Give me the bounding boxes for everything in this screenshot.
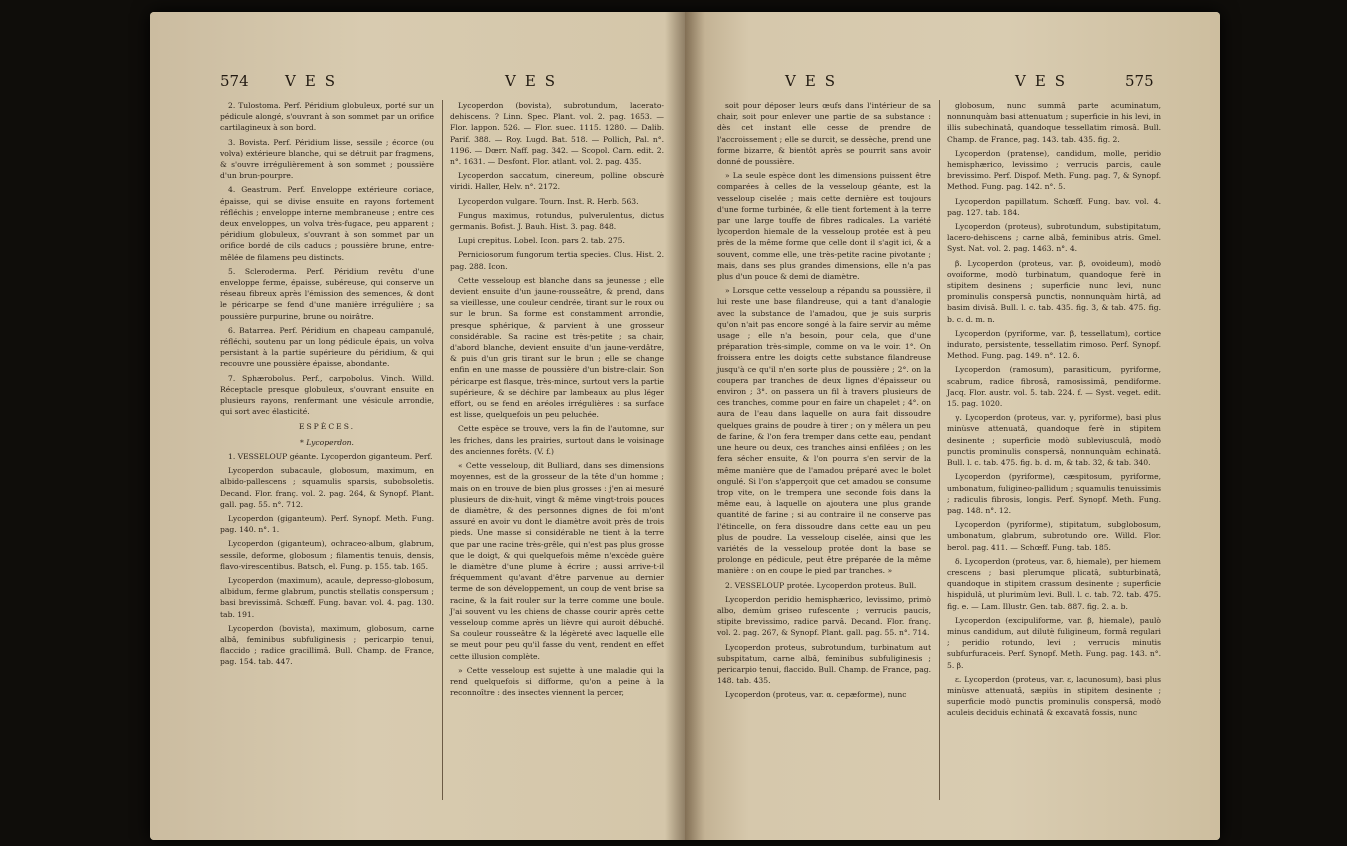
text-paragraph: Lycoperdon subacaule, globosum, maximum, en albido-pallescens ; squamulis sparsis, subobsoletis. Decand. Flor. franç. vol. 2. pag. 264, & Synopf. Plant. gall. pag. 55. n°. 712.	[220, 466, 434, 509]
subsection-title: * Lycoperdon.	[300, 437, 354, 447]
column-divider	[939, 100, 940, 800]
text-paragraph: Lycoperdon (bovista), subrotundum, lacerato-dehiscens. ? Linn. Spec. Plant. vol. 2. pag. 1653. — Flor. lappon. 526. — Flor. suec. 1115. 1280. — Dalib. Parif. 388. — Roy. Lugd. Bat. 518. — Pollich, Pal. n°. 1196. — Dœrr. Naff. pag. 342. — Scopol. Carn. edit. 2. n°. 1631. — Desfont. Flor. atlant. vol. 2. pag. 435.	[450, 101, 664, 167]
text-paragraph: Cette vesseloup est blanche dans sa jeunesse ; elle devient ensuite d'un jaune-rousseâtre, & prend, dans sa vieillesse, une couleur cendrée, tirant sur le roux ou sur le brun. Sa forme est constamment arrondie, presque sphérique, & parvient à une grosseur considérable. Sa racine est très-petite ; sa chair, d'abord blanche, devient ensuite d'un jaune-verdâtre, & puis d'un gris tirant sur le brun ; elle se change enfin en une masse de poussière d'un bistre-clair. Son péricarpe est flasque, très-mince, surtout vers la partie supérieure, & se déchire par lambeaux au plus léger effort, ou se fend en aréoles irrégulières : sa surface est lisse, quelquefois un peu peluchée.	[450, 275, 664, 420]
text-paragraph: soit pour déposer leurs œufs dans l'intérieur de sa chair, soit pour enlever une partie de sa substance : dès cet instant elle cesse de prendre de l'accroissement ; elle se durcit, se dessèche, prend une forme bizarre, & bientôt après se pourrit sans avoir donné de poussière.	[717, 101, 931, 167]
text-paragraph: Lycoperdon (ramosum), parasiticum, pyriforme, scabrum, radice fibrosâ, ramosissimâ, pendiforme. Jacq. Flor. austr. vol. 5. tab. 224. f. — Syst. veget. edit. 15. pag. 1020.	[947, 365, 1161, 409]
text-paragraph: 2. Tulostoma. Perf. Péridium globuleux, porté sur un pédicule alongé, s'ouvrant à son sommet par un orifice cartilagineux à son bord.	[220, 101, 434, 133]
text-paragraph: 5. Scleroderma. Perf. Péridium revêtu d'une enveloppe ferme, épaisse, subéreuse, qui conserve un réseau fibreux après l'émission des semences, & dont le péricarpe se fend d'une manière irrégulière ; sa poussière purpurine, brune ou noirâtre.	[220, 266, 434, 321]
right-page	[685, 12, 1220, 840]
text-paragraph: Lycoperdon (pyriforme), stipitatum, subglobosum, umbonatum, glabrum, subrotundo ore. Willd. Flor. berol. pag. 411. — Schœff. Fung. tab. 185.	[947, 520, 1161, 552]
text-paragraph: 1. VESSELOUP géante. Lycoperdon giganteum. Perf.	[228, 451, 433, 461]
right-page-number: 575	[1125, 72, 1154, 90]
text-paragraph: Cette espèce se trouve, vers la fin de l'automne, sur les friches, dans les prairies, surtout dans le voisinage des anciennes forêts. (V. f.)	[450, 424, 664, 456]
text-paragraph: Fungus maximus, rotundus, pulverulentus, dictus germanis. Bofist. J. Bauh. Hist. 3. pag. 848.	[450, 210, 664, 232]
text-paragraph: Lycoperdon (pyriforme, var. β, tessellatum), cortice indurato, persistente, tessellatim rimoso. Perf. Synopf. Method. Fung. pag. 149. n°. 12. δ.	[947, 328, 1161, 361]
text-paragraph: 6. Batarrea. Perf. Péridium en chapeau campanulé, réfléchi, soutenu par un long pédicule épais, un volva persistant à la partie supérieure du péridium, & qui recouvre une poussière épaisse, abondante.	[220, 325, 434, 369]
left-page-column-1	[220, 100, 434, 671]
text-paragraph: Lycoperdon (giganteum). Perf. Synopf. Meth. Fung. pag. 140. n°. 1.	[220, 513, 434, 535]
text-paragraph: Lupi crepitus. Lobel. Icon. pars 2. tab. 275.	[458, 236, 625, 246]
text-paragraph: Lycoperdon proteus, subrotundum, turbinatum aut subspitatum, carne albâ, feminibus subfuliginesis ; pericarpio tenui, flaccido. Bull. Champ. de France, pag. 148. tab. 435.	[717, 642, 931, 686]
text-paragraph: δ. Lycoperdon (proteus, var. δ, hiemale), per hiemem crescens ; basi plerumque plicatâ, subturbinatâ, quandoque in stipitem crassum desinente ; superficie hispidulâ, ut plurimùm levi. Bull. l. c. tab. 72. tab. 475. fig. e. — Lam. Illustr. Gen. tab. 887. fig. 2. a. b.	[947, 556, 1161, 611]
text-paragraph: Lycoperdon (proteus, var. α. cepæforme), nunc	[725, 690, 907, 700]
section-title: ESPÈCES.	[298, 422, 356, 432]
right-page-header-left: VES	[785, 72, 845, 90]
left-page-column-2	[450, 100, 664, 701]
text-paragraph: « Cette vesseloup, dit Bulliard, dans ses dimensions moyennes, est de la grosseur de la tête d'un homme ; mais on en trouve de bien plus grosses : j'en ai mesuré plusieurs de dix-huit, vingt & même vingt-trois pouces de diamètre, & des personnes dignes de foi m'ont assuré en avoir vu dont le diamètre avoit près de trois pieds. Une masse si considérable ne tient à la terre que par une racine très-grêle, qui n'est pas plus grosse que le doigt, & qui quelquefois même n'excède guère le diamètre d'une plume à écrire ; aussi arrive-t-il fréquemment qu'avant d'être parvenue au dernier terme de son développement, un coup de vent brise sa racine, & la fait rouler sur la terre comme une boule. J'ai souvent vu les chiens de chasse courir après cette vesseloup comme après un lièvre qui auroit débuché. Sa couleur rousseâtre & la légèreté avec laquelle elle se meut pour peu qu'il fasse du vent, rendent en effet cette illusion complète.	[450, 461, 664, 661]
left-page-number: 574	[220, 72, 249, 90]
text-paragraph: 3. Bovista. Perf. Péridium lisse, sessile ; écorce (ou volva) extérieure blanche, qui se détruit par fragmens, & s'ouvre irrégulièrement à son sommet ; poussière d'un brun-pourpre.	[220, 137, 434, 181]
column-divider	[442, 100, 443, 800]
text-paragraph: 7. Sphærobolus. Perf., carpobolus. Vinch. Willd. Réceptacle presque globuleux, s'ouvrant ensuite en plusieurs rayons, renfermant une vésicule arrondie, qui sort avec élasticité.	[220, 373, 434, 417]
text-paragraph: » Lorsque cette vesseloup a répandu sa poussière, il lui reste une base filandreuse, qui a tant d'analogie avec la substance de l'amadou, que je suis surpris qu'on n'ait pas encore songé à la faire servir au même usage ; elle n'a besoin, pour cela, que d'une préparation très-simple, comme on va le voir. 1°. On froissera entre les doigts cette substance filandreuse jusqu'à ce qu'il n'en sorte plus de poussière ; 2°. on la coupera par tranches de deux lignes d'épaisseur ou environ ; 3°. on passera un fil à travers plusieurs de ces tranches, comme pour en faire un chapelet ; 4°. on aura de l'eau dans laquelle on aura fait dissoudre quelques grains de poudre à tirer ; on y mêlera un peu de farine, & l'on fera tremper dans cette eau, pendant une heure ou deux, ces tranches ainsi enfilées ; on les fera sécher ensuite, & l'on pourra s'en servir de la même manière que de l'amadou préparé avec le bolet ongulé. Si l'on s'apperçoit que cet amadou se consume trop vite, on le trempera une seconde fois dans la même eau, à laquelle on ajoutera une plus grande quantité de farine ; si au contraire il ne conserve pas l'étincelle, on fera dissoudre dans cette eau un peu plus de poudre. La vesseloup ciselée, ainsi que les variétés de la vesseloup protée dont la base se prolonge en pédicule, peut être préparée de la même manière : on en coupe le pied par tranches. »	[717, 286, 931, 576]
text-paragraph: 2. VESSELOUP protée. Lycoperdon proteus. Bull.	[725, 580, 917, 590]
text-paragraph: Lycoperdon (giganteum), ochraceo-album, glabrum, sessile, deforme, globosum ; filamentis tenuis, densis, flavo-virescentibus. Batsch, el. Fung. p. 155. tab. 165.	[220, 539, 434, 571]
text-paragraph: Lycoperdon (pyriforme), cæspitosum, pyriforme, umbonatum, fuligineo-pallidum ; squamulis tenuissimis ; radiculis fibrosis, longis. Perf. Synopf. Meth. Fung. pag. 148. n°. 12.	[947, 472, 1161, 515]
text-paragraph: γ. Lycoperdon (proteus, var. γ, pyriforme), basi plus minùsve attenuatâ, quandoque ferè in stipitem desinente ; superficie modò subleviusculâ, modò punctis prominulis conspersâ, nonnunquàm echinatâ. Bull. l. c. tab. 475. fig. b. d. m, & tab. 32, & tab. 340.	[947, 413, 1161, 468]
text-paragraph: Lycoperdon (maximum), acaule, depresso-globosum, albidum, ferme glabrum, punctis stellatis conspersum ; basi brevissimâ. Schœff. Fung. bavar. vol. 4. pag. 130. tab. 191.	[220, 575, 434, 619]
text-paragraph: » La seule espèce dont les dimensions puissent être comparées à celles de la vesseloup géante, est la vesseloup ciselée ; mais cette dernière est toujours d'une forme turbinée, & elle tient fortement à la terre par une large touffe de fibres radicales. La variété lycoperdon hiemale de la vesseloup protée est à peu près de la même forme que celle dont il s'agit ici, & a souvent, comme elle, une très-petite racine pivotante ; mais, dans ses plus grandes dimensions, elle n'a pas plus d'un pouce & demi de diamètre.	[717, 171, 931, 282]
text-paragraph: » Cette vesseloup est sujette à une maladie qui la rend quelquefois si difforme, qu'on a peine à la reconnoître : des insectes viennent la percer,	[450, 665, 664, 698]
text-paragraph: Lycoperdon (pratense), candidum, molle, peridio hemisphærico, levissimo ; verrucis parcis, caule brevissimo. Perf. Dispof. Meth. Fung. pag. 7, & Synopf. Method. Fung. pag. 142. n°. 5.	[947, 148, 1161, 192]
left-page	[150, 12, 685, 840]
text-paragraph: Lycoperdon (bovista), maximum, globosum, carne albâ, feminibus subfuliginesis ; pericarpio tenui, flaccido ; radice gracillimâ. Bull. Champ. de France, pag. 154. tab. 447.	[220, 623, 434, 667]
text-paragraph: globosum, nunc summâ parte acuminatum, nonnunquàm basi attenuatum ; superficie in his levi, in illis subechinatâ, quandoque tessellatim rimosâ. Bull. Champ. de France, pag. 143. tab. 435. fig. 2.	[947, 101, 1161, 144]
right-page-column-1	[717, 100, 931, 704]
text-paragraph: Lycoperdon vulgare. Tourn. Inst. R. Herb. 563.	[458, 196, 639, 206]
left-page-header-right: VES	[505, 72, 565, 90]
left-page-header-left: VES	[285, 72, 345, 90]
text-paragraph: Perniciosorum fungorum tertia species. Clus. Hist. 2. pag. 288. Icon.	[450, 250, 664, 271]
right-page-column-2	[947, 100, 1161, 722]
right-page-header-right: VES	[1015, 72, 1075, 90]
text-paragraph: ε. Lycoperdon (proteus, var. ε, lacunosum), basi plus minùsve attenuatâ, sæpiùs in stipitem desinente ; superficie modò punctis prominulis conspersâ, modò aculeis deciduis echinatâ & excavatâ fossis, nunc	[947, 674, 1161, 718]
text-paragraph: β. Lycoperdon (proteus, var. β, ovoideum), modò ovoiforme, modò turbinatum, quandoque ferè in stipitem desinens ; superficie nunc levi, nunc prominulis conspersâ punctis, nonnunquàm hirtâ, ad basim divisâ. Bull. l. c. tab. 435. fig. 3, & tab. 475. fig. b. c. d. m. n.	[947, 258, 1161, 324]
book-gutter	[665, 12, 705, 840]
text-paragraph: Lycoperdon (proteus), subrotundum, substipitatum, lacero-dehiscens ; carne albâ, feminibus atris. Gmel. Syst. Nat. vol. 2. pag. 1463. n°. 4.	[947, 222, 1161, 254]
text-paragraph: Lycoperdon saccatum, cinereum, polline obscurè viridi. Haller, Helv. n°. 2172.	[450, 171, 664, 192]
text-paragraph: Lycoperdon papillatum. Schœff. Fung. bav. vol. 4. pag. 127. tab. 184.	[947, 196, 1161, 217]
text-paragraph: Lycoperdon (excipuliforme, var. β, hiemale), paulò minus candidum, aut dilutè fuligineum, formâ regulari ; peridio rotundo, levi ; verrucis minutis subfurfuraceis. Perf. Synopf. Meth. Fung. pag. 143. n°. 5. β.	[947, 615, 1161, 670]
text-paragraph: Lycoperdon peridio hemisphærico, levissimo, primò albo, demùm griseo rufescente ; verrucis paucis, stipite brevissimo, radice parvâ. Decand. Flor. franç. vol. 2. pag. 267, & Synopf. Plant. gall. pag. 55. n°. 714.	[717, 594, 931, 638]
text-paragraph: 4. Geastrum. Perf. Enveloppe extérieure coriace, épaisse, qui se divise ensuite en rayons fortement réfléchis ; enveloppe interne membraneuse ; entre ces deux enveloppes, un volva très-fugace, peu apparent ; péridium globuleux, s'ouvrant à son sommet par un orifice bordé de cils caducs ; poussière brune, entre-mêlée de filamens peu distincts.	[220, 185, 434, 262]
book-spread	[150, 12, 1220, 840]
